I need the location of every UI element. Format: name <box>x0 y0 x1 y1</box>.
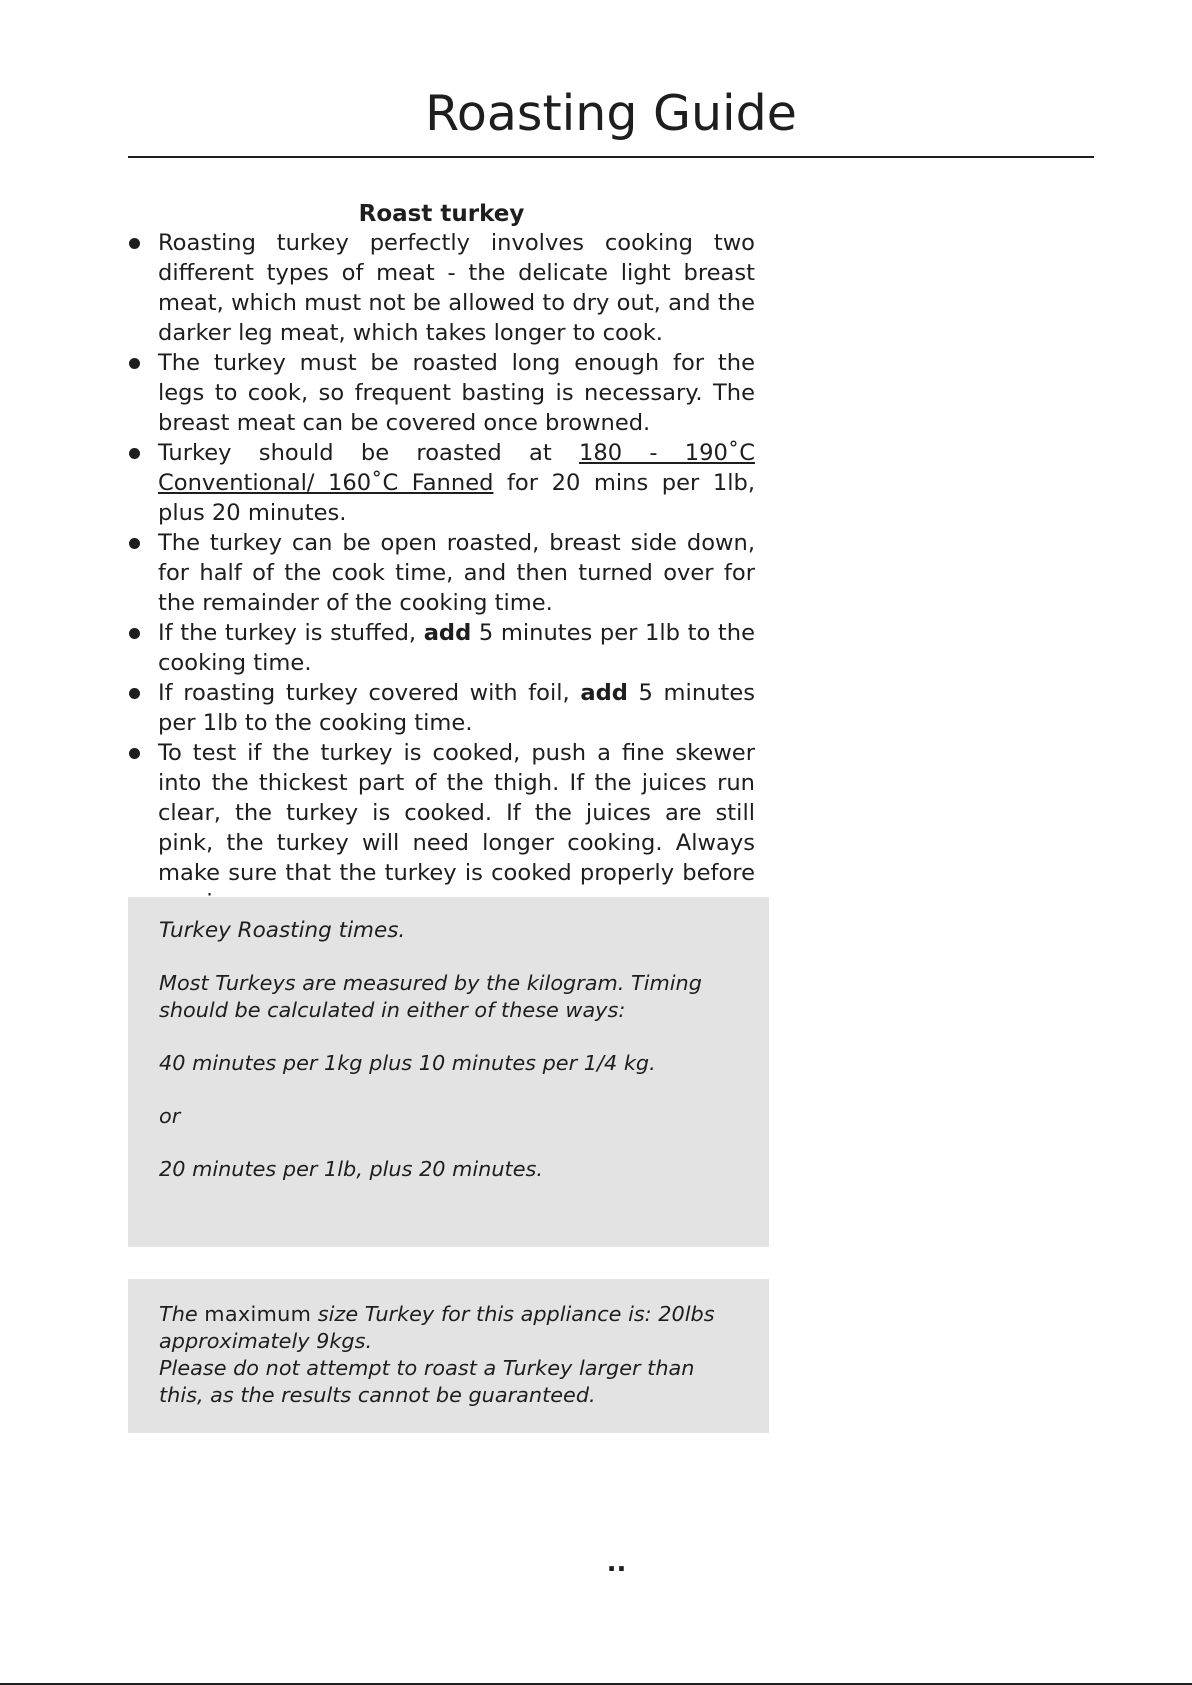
roasting-times-box <box>128 897 769 1247</box>
list-item <box>128 528 755 618</box>
roasting-times-separator: or <box>159 1104 181 1128</box>
page-number: .. <box>606 1548 627 1578</box>
bullet-icon <box>129 628 140 639</box>
bullet-text: The turkey can be open roasted, breast side down, for half of the cook time, and then turned over for the remainder of the cooking time. <box>158 530 755 616</box>
roasting-times-option-lb: 20 minutes per 1lb, plus 20 minutes. <box>159 1157 543 1181</box>
maximum-size-text <box>159 1301 739 1355</box>
section-heading: Roast turkey <box>358 201 525 227</box>
page-title: Roasting Guide <box>425 85 797 142</box>
bullet-text: Roasting turkey perfectly involves cooking two different types of meat - the delicate light breast meat, which must not be allowed to dry out, and the darker leg meat, which takes longer to cook. <box>158 230 755 346</box>
list-item <box>128 438 755 528</box>
maximum-size-prefix: The <box>159 1302 205 1326</box>
bullet-icon <box>129 688 140 699</box>
list-item <box>128 738 755 918</box>
bullet-text: for 20 mins per 1lb, plus 20 minutes. <box>158 470 755 526</box>
title-divider <box>128 156 1094 158</box>
emphasis-add: add <box>580 680 628 706</box>
bullet-icon <box>129 238 140 249</box>
bullet-text: 5 minutes per 1lb to the cooking time. <box>158 620 755 676</box>
maximum-size-value: size Turkey for this appliance is: 20lbs approximately 9kgs. <box>159 1302 715 1353</box>
maximum-keyword: maximum <box>204 1302 312 1326</box>
bullet-icon <box>129 538 140 549</box>
roasting-times-title: Turkey Roasting times. <box>159 918 406 943</box>
bullet-text: The turkey must be roasted long enough for the legs to cook, so frequent basting is necessary. The breast meat can be covered once browned. <box>158 350 755 436</box>
bullet-text: 5 minutes per 1lb to the cooking time. <box>158 680 755 736</box>
roasting-times-intro: Most Turkeys are measured by the kilogram. Timing should be calculated in either of these ways: <box>159 971 702 1022</box>
bullet-text: If roasting turkey covered with foil, <box>158 680 581 706</box>
bullet-text: Turkey should be roasted at <box>158 440 579 466</box>
emphasis-add: add <box>423 620 472 646</box>
list-item <box>128 678 755 738</box>
oven-temperature: 180 - 190˚C Conventional/ 160˚C Fanned <box>158 440 755 496</box>
list-item <box>128 228 755 348</box>
bullet-text: If the turkey is stuffed, <box>158 620 424 646</box>
list-item <box>128 618 755 678</box>
roasting-times-option-kg: 40 minutes per 1kg plus 10 minutes per 1/4 kg. <box>159 1051 656 1075</box>
list-item <box>128 348 755 438</box>
bullet-icon <box>129 448 140 459</box>
roasting-tips-list <box>128 228 755 918</box>
bullet-icon <box>129 358 140 369</box>
bullet-text: To test if the turkey is cooked, push a fine skewer into the thickest part of the thigh. If the juices run clear, the turkey is cooked. If the juices are still pink, the turkey will need longer cooking. Always make sure that the turkey is cooked properly before <box>158 740 755 886</box>
bullet-icon <box>129 748 140 759</box>
maximum-size-warning: Please do not attempt to roast a Turkey larger than this, as the results cannot be guaranteed. <box>159 1356 695 1407</box>
maximum-size-box <box>128 1279 769 1433</box>
